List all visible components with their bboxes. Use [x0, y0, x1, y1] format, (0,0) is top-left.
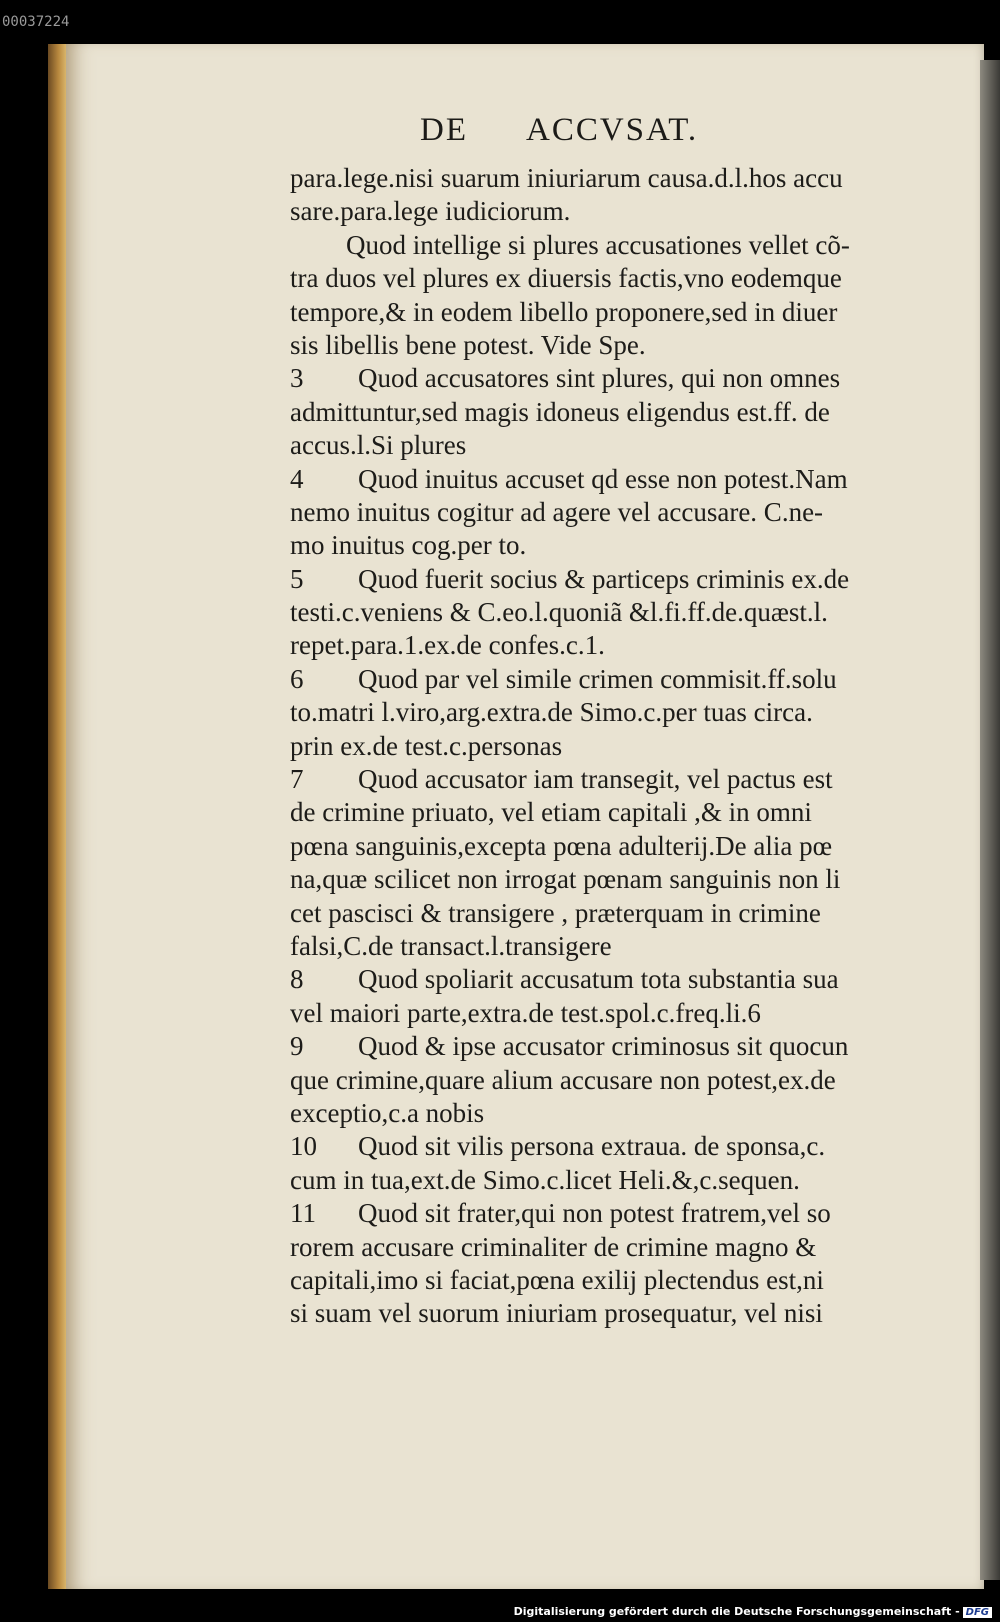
line-text: na,quæ scilicet non irrogat pœnam sanguinis non li	[290, 864, 841, 895]
text-line	[290, 1231, 955, 1264]
text-line	[290, 1130, 955, 1163]
line-text: Quod spoliarit accusatum tota substantia sua	[358, 964, 839, 995]
text-line	[290, 696, 955, 729]
text-line	[290, 863, 955, 896]
text-line	[290, 1264, 955, 1297]
text-line	[290, 396, 955, 429]
line-text: rorem accusare criminaliter de crimine magno &	[290, 1231, 817, 1262]
item-number: 8	[290, 964, 304, 995]
text-line	[290, 897, 955, 930]
text-line	[290, 296, 955, 329]
body-text	[290, 162, 955, 1331]
text-line	[290, 963, 955, 996]
line-text: Quod par vel simile crimen commisit.ff.solu	[358, 663, 837, 694]
line-text: vel maiori parte,extra.de test.spol.c.freq.li.6	[290, 997, 761, 1028]
text-line	[290, 1297, 955, 1330]
line-text: Quod inuitus accuset qd esse non potest.Nam	[358, 463, 848, 494]
text-line	[290, 262, 955, 295]
text-line	[290, 930, 955, 963]
line-text: tempore,& in eodem libello proponere,sed in diuer	[290, 296, 838, 327]
footer-text: Digitalisierung gefördert durch die Deutsche Forschungsgemeinschaft -	[513, 1605, 960, 1618]
line-text: Quod & ipse accusator criminosus sit quocun	[358, 1031, 849, 1062]
line-text: admittuntur,sed magis idoneus eligendus est.ff. de	[290, 396, 830, 427]
page-edge-right	[980, 60, 1000, 1580]
line-text: Quod sit frater,qui non potest fratrem,vel so	[358, 1198, 831, 1229]
text-line	[290, 1164, 955, 1197]
text-line	[290, 796, 955, 829]
text-line	[290, 362, 955, 395]
line-text: de crimine priuato, vel etiam capitali ,& in omni	[290, 797, 812, 828]
line-text: si suam vel suorum iniuriam prosequatur, vel nisi	[290, 1298, 823, 1329]
scan-id-label: 00037224	[2, 14, 70, 30]
line-text: Quod sit vilis persona extraua. de sponsa,c.	[358, 1131, 826, 1162]
line-text: pœna sanguinis,excepta pœna adulterij.De alia pœ	[290, 830, 833, 861]
text-line	[290, 1064, 955, 1097]
dfg-logo: DFG	[963, 1607, 992, 1618]
line-text: testi.c.veniens & C.eo.l.quoniã &l.fi.ff.de.quæst.l.	[290, 597, 828, 628]
text-line	[290, 563, 955, 596]
line-text: mo inuitus cog.per to.	[290, 530, 527, 561]
line-text: tra duos vel plures ex diuersis factis,vno eodemque	[290, 263, 842, 294]
text-line	[290, 496, 955, 529]
line-text: falsi,C.de transact.l.transigere	[290, 930, 612, 961]
line-text: para.lege.nisi suarum iniuriarum causa.d.l.hos accu	[290, 163, 843, 193]
line-text: que crimine,quare alium accusare non potest,ex.de	[290, 1064, 836, 1095]
line-text: cum in tua,ext.de Simo.c.licet Heli.&,c.sequen.	[290, 1164, 800, 1195]
text-line	[290, 629, 955, 662]
line-text: cet pascisci & transigere , præterquam in crimine	[290, 897, 821, 928]
item-number: 7	[290, 764, 304, 795]
item-number: 6	[290, 663, 304, 694]
text-line	[290, 529, 955, 562]
text-line	[290, 162, 955, 195]
text-line	[290, 329, 955, 362]
text-line	[290, 763, 955, 796]
line-text: prin ex.de test.c.personas	[290, 730, 563, 761]
line-text: sare.para.lege iudiciorum.	[290, 196, 571, 227]
line-text: accus.l.Si plures	[290, 430, 467, 461]
line-text: Quod accusator iam transegit, vel pactus est	[358, 764, 833, 795]
line-text: capitali,imo si faciat,pœna exilij plectendus est,ni	[290, 1264, 824, 1295]
running-head-word-1: DE	[420, 112, 468, 148]
text-line	[290, 1030, 955, 1063]
text-line	[290, 429, 955, 462]
text-line	[290, 596, 955, 629]
item-number: 9	[290, 1031, 304, 1062]
item-number: 5	[290, 563, 304, 594]
text-line	[290, 463, 955, 496]
line-text: Quod intellige si plures accusationes vellet cõ-	[346, 229, 850, 260]
line-text: exceptio,c.a nobis	[290, 1097, 485, 1128]
text-line	[290, 229, 955, 262]
text-line	[290, 730, 955, 763]
line-text: Quod accusatores sint plures, qui non omnes	[358, 363, 841, 394]
item-number: 4	[290, 463, 304, 494]
text-line	[290, 830, 955, 863]
text-line	[290, 195, 955, 228]
footer-credit	[514, 1605, 992, 1618]
line-text: repet.para.1.ex.de confes.c.1.	[290, 630, 605, 661]
item-number: 3	[290, 363, 304, 394]
line-text: to.matri l.viro,arg.extra.de Simo.c.per tuas circa.	[290, 697, 813, 728]
running-head	[420, 112, 698, 149]
text-line	[290, 997, 955, 1030]
item-number: 10	[290, 1131, 317, 1162]
line-text: nemo inuitus cogitur ad agere vel accusare. C.ne-	[290, 496, 824, 527]
text-line	[290, 1097, 955, 1130]
running-head-word-2: ACCVSAT.	[526, 112, 699, 148]
text-line	[290, 663, 955, 696]
line-text: Quod fuerit socius & particeps criminis ex.de	[358, 563, 850, 594]
line-text: sis libellis bene potest. Vide Spe.	[290, 329, 646, 360]
text-line	[290, 1197, 955, 1230]
item-number: 11	[290, 1198, 316, 1229]
